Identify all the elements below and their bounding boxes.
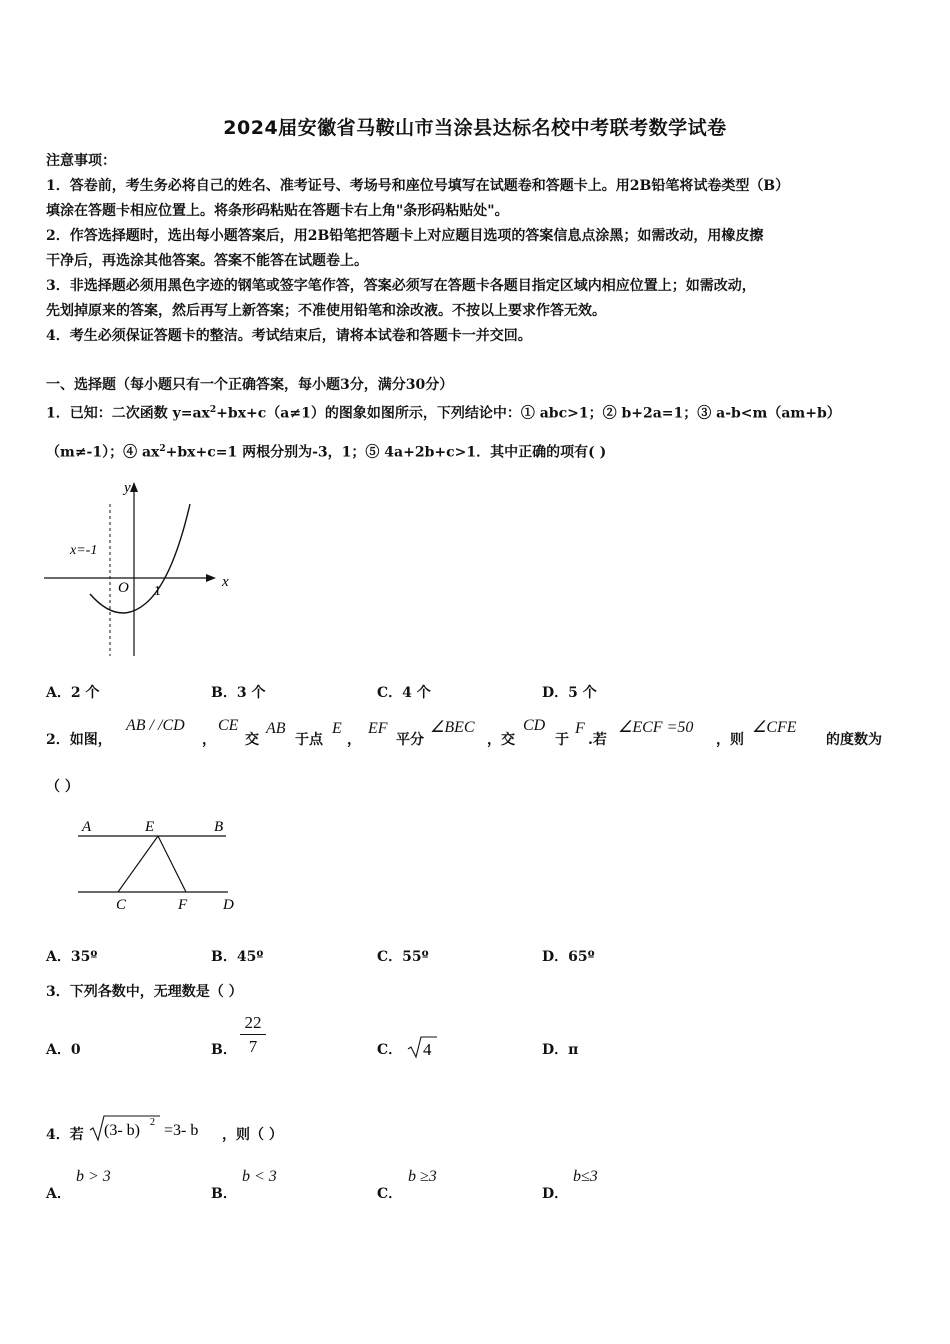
q2-text: 的度数为 [826,732,882,748]
q2-text: ，则 [716,732,744,748]
q4-radicand: (3- b) [104,1122,140,1139]
q2-option-a: A．35º [46,949,98,965]
point-e-label: E [145,819,155,835]
q1-stem-line1: 1．已知：二次函数 $y=ax^2+bx+c(a\ne 1)$的图象如图所示，下列结论中：① abc>1；② b+2a=1；③ a-b<m（am+b） [46,405,841,422]
graph-axis-of-symmetry-label: x=-1 [70,543,98,558]
q2-text: .若 [588,732,607,748]
q2-math-f: F [575,720,585,737]
graph-origin-label: O [118,580,129,596]
graph-one-label: 1 [154,584,161,599]
graph-y-label: y [124,480,131,496]
notice-line: 3．非选择题必须用黑色字迹的钢笔或签字笔作答，答案必须写在答题卡各题目指定区域内相应位置上；如需改动， [46,278,756,294]
q3-fraction-22-7: $\frac{22}{7}$ [240,1013,266,1057]
q4-option-c-label: C． [377,1186,403,1202]
point-d-label: D [223,897,234,913]
q4-option-d-label: D． [542,1186,569,1202]
notice-line: 填涂在答题卡相应位置上。将条形码粘贴在答题卡右上角"条形码粘贴处"。 [46,203,509,219]
q2-math-angle-bec: ∠BEC [430,719,475,736]
q3-option-b-label: B． [211,1042,237,1058]
q2-text: ，交 [487,732,515,748]
q1-option-b: B．3 个 [211,685,266,701]
point-b-label: B [214,819,224,835]
q1-stem-line2: （m≠-1）；④ $ax^2+bx+c=1$ 两根分别为-3，1；⑤ 4a+2b+c>1．其中正确的项有( ) [46,444,607,461]
q4-option-a-label: A． [46,1186,71,1202]
q2-stem-number: 2．如图， [46,732,112,748]
notice-line: 1．答卷前，考生务必将自己的姓名、准考证号、考场号和座位号填写在试题卷和答题卡上。用2B铅笔将试卷类型（B） [46,178,790,194]
q2-math-cd: CD [523,717,546,734]
point-c-label: C [116,897,127,913]
q3-stem: 3．下列各数中，无理数是（ ） [46,984,243,1000]
q2-math-ef: EF [368,720,388,737]
notice-line: 2．作答选择题时，选出每小题答案后，用2B铅笔把答题卡上对应题目选项的答案信息点涂黑；如需改动，用橡皮擦 [46,228,764,244]
q4-rhs: =3- b [164,1122,199,1139]
point-a-label: A [82,819,92,835]
q2-text: 平分 [396,732,424,748]
q2-text: ， [202,732,216,748]
q2-text: 交 [245,732,259,748]
q3-sqrt-symbol [406,1034,438,1060]
q2-option-d: D．65º [542,949,595,965]
q2-text: 于点 [295,732,323,748]
q3-option-d: D．π [542,1042,579,1058]
q1-parabola-graph [40,474,240,664]
q2-text: 于 [555,732,569,748]
q3-sqrt-radicand: 4 [423,1040,432,1059]
graph-x-label: x [222,574,229,590]
q2-text: ， [347,732,361,748]
q2-math-angle-cfe: ∠CFE [752,719,797,736]
q2-option-c: C．55º [377,949,429,965]
q2-answer-paren: （ ） [46,779,79,795]
notice-heading: 注意事项： [46,153,116,169]
q3-option-c-label: C． [377,1042,403,1058]
notice-line: 干净后，再选涂其他答案。答案不能答在试题卷上。 [46,253,368,269]
q2-option-b: B．45º [211,949,264,965]
q2-math-angle-ecf: ∠ECF =50 [618,719,694,736]
q4-option-a-expr: b > 3 [76,1168,111,1185]
q4-option-b-expr: b < 3 [242,1168,277,1185]
q4-option-b-label: B． [211,1186,237,1202]
q1-option-d: D．5 个 [542,685,597,701]
q2-math-ab-parallel-cd: AB / /CD [126,717,185,734]
notice-line: 先划掉原来的答案，然后再写上新答案；不准使用铅笔和涂改液。不按以上要求作答无效。 [46,303,606,319]
point-f-label: F [178,897,188,913]
q3-option-a: A．0 [46,1042,81,1058]
q4-stem-suffix: ，则（ ） [222,1127,283,1143]
q2-math-ce: CE [218,717,239,734]
q4-option-c-expr: b ≥3 [408,1168,437,1185]
q2-math-e: E [332,720,342,737]
q4-option-d-expr: b≤3 [573,1168,598,1185]
q4-stem-prefix: 4．若 [46,1127,84,1143]
section-heading: 一、选择题（每小题只有一个正确答案，每小题3分，满分30分） [46,377,454,393]
q4-sqrt-expression [88,1110,228,1144]
q2-math-ab: AB [266,720,286,737]
q4-exponent: 2 [150,1117,155,1128]
q1-option-c: C．4 个 [377,685,431,701]
notice-line: 4．考生必须保证答题卡的整洁。考试结束后，请将本试卷和答题卡一并交回。 [46,328,532,344]
q2-geometry-figure [70,812,250,916]
page-title: 2024届安徽省马鞍山市当涂县达标名校中考联考数学试卷 [223,117,727,139]
q1-option-a: A．2 个 [46,685,100,701]
